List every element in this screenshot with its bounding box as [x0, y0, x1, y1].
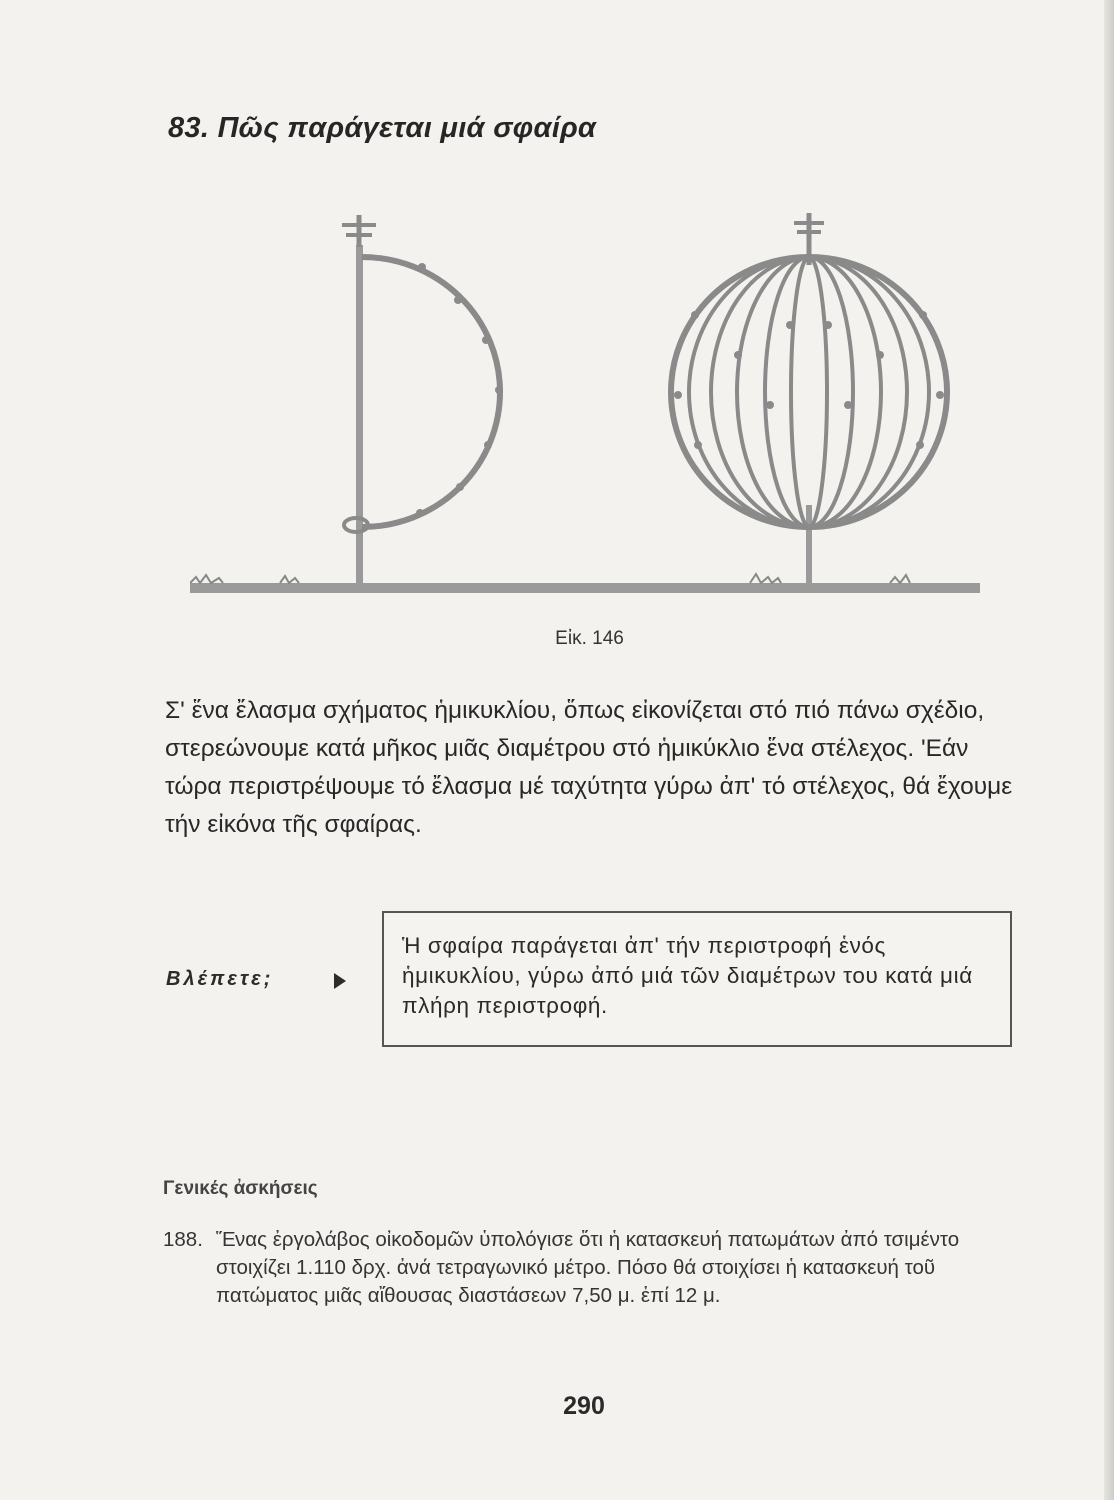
- page-edge-shadow: [1104, 0, 1114, 1500]
- page-number-text: 290: [563, 1392, 605, 1420]
- right-triangle-arrow-icon: [333, 972, 347, 990]
- exercise-number: 188.: [163, 1228, 203, 1251]
- exercise-text: Ἕνας ἐργολάβος οἰκοδομῶν ὑπολόγισε ὅτι ἡ κατασκευή πατωμάτων ἀπό τσιμέντο στοιχίζει 1.110 δρχ. ἀνά τετραγωνικό μέτρο. Πόσο θά στοιχίσει ἡ κατασκευή τοῦ πατώματος μιᾶς αἴθουσας διαστάσεων 7,50 μ. ἐπί 12 μ.: [216, 1228, 960, 1307]
- ground-line: [190, 574, 980, 593]
- figure-146-sphere-illustration: [190, 205, 990, 605]
- figure-caption-text: Εἰκ. 146: [555, 628, 624, 649]
- definition-box: [382, 911, 1012, 1047]
- sphere-on-pole: [671, 213, 947, 585]
- section-title: 83. Πῶς παράγεται μιά σφαίρα: [168, 112, 597, 144]
- page-number: [0, 1392, 1114, 1421]
- body-paragraph: Σ' ἕνα ἔλασμα σχήματος ἡμικυκλίου, ὅπως εἰκονίζεται στό πιό πάνω σχέδιο, στερεώνουμε κατά μῆκος μιᾶς διαμέτρου στό ἡμικύκλιο ἕνα στέλεχος. 'Εάν τώρα περιστρέψουμε τό ἔλασμα μέ ταχύτητα γύρω ἀπ' τό στέλεχος, θά ἔχουμε τήν εἰκόνα τῆς σφαίρας.: [165, 697, 1013, 838]
- exercises-heading: Γενικές ἀσκήσεις: [163, 1178, 318, 1199]
- figure-caption: [0, 628, 1114, 650]
- definition-text: Ἡ σφαίρα παράγεται ἀπ' τήν περιστροφή ἑνός ἡμικυκλίου, γύρω ἀπό μιά τῶν διαμέτρων του κατά μιά πλήρη περιστροφή.: [402, 933, 973, 1018]
- see-label: Βλέπετε;: [166, 968, 274, 990]
- half-disc-on-pole: [342, 215, 503, 585]
